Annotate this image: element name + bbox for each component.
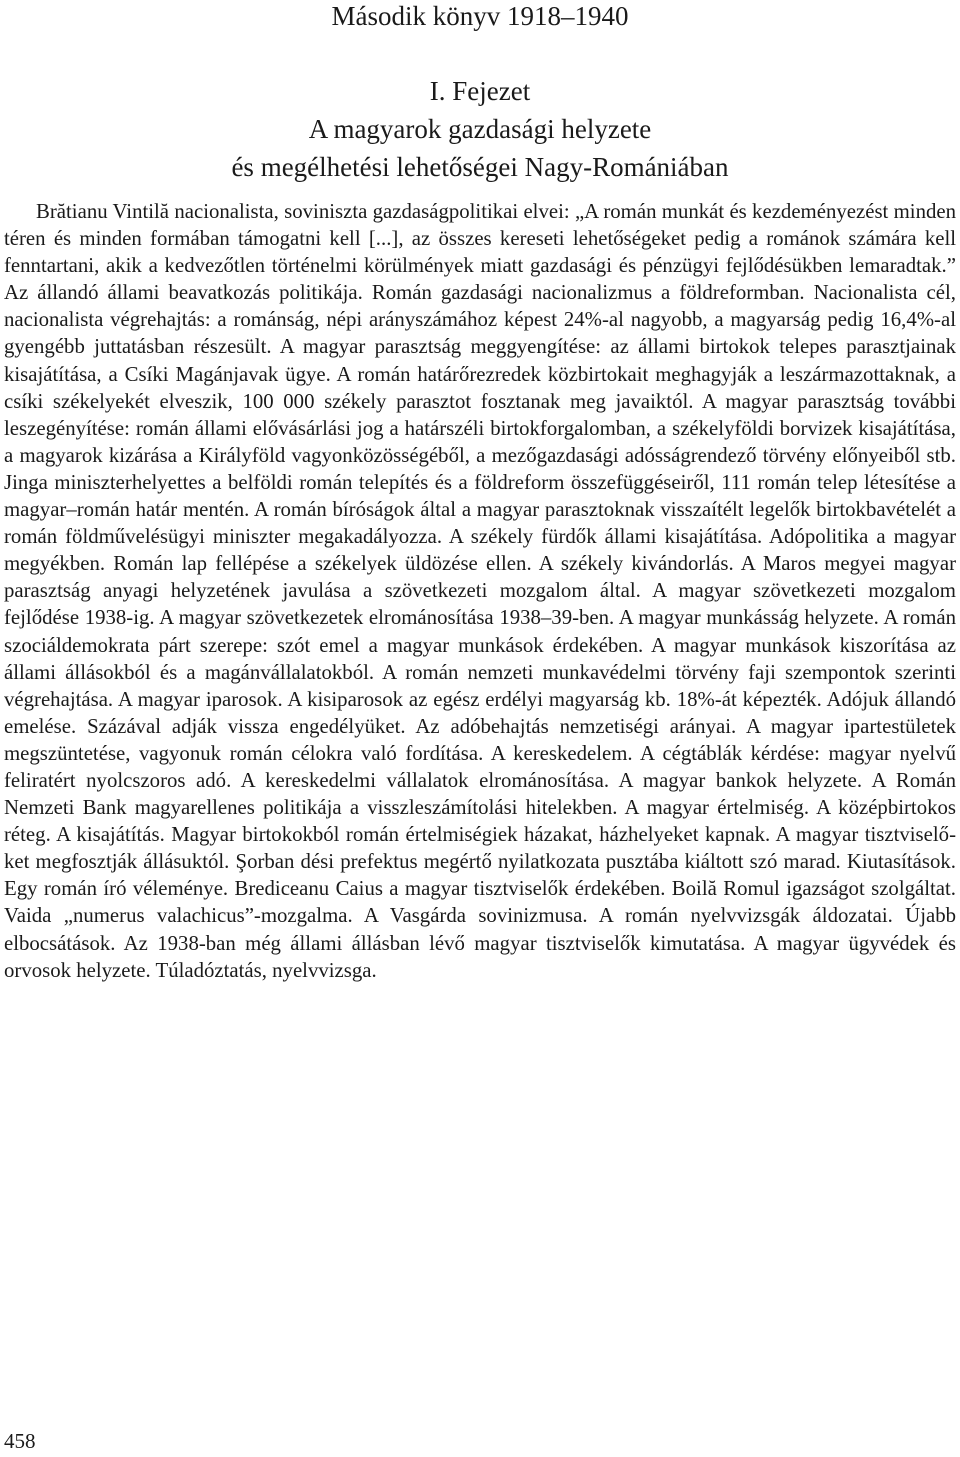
chapter-number: I. Fejezet xyxy=(429,76,531,106)
book-title: Második könyv 1918–1940 xyxy=(331,1,629,31)
chapter-heading xyxy=(0,72,960,186)
chapter-summary-paragraph: Brătianu Vintilă nacionalista, soviniszta gazdaságpolitikai elvei: „A román munkát és kezdeményezést minden téren és minden formában támogatni kell [...], az összes kereseti lehetőségeket pedig a románok számára kell fenntartani, akik a kedvezőtlen történelmi körülmények miatt gazdasági és pénzügyi fejlődésükben lemaradtak.” Az állandó állami beavatkozás politikája. Román gazdasági nacionalizmus a földreformban. Nacionalista cél, nacionalista végrehajtás: a románság, népi arányszámához képest 24%-al nagyobb, a magyarság pedig 16,4%-al gyengébb juttatásban részesült. A magyar parasztság meggyengítése: az állami birtokok telepes parasztjainak kisajátítása, a Csíki Magánjavak ügye. A román határőrezredek közbirtokait meghagyják a leszármazottaknak, a csíki székelyekét elveszik, 100 000 székely parasztot fosztanak meg javaiktól. A magyar parasztság további leszegényítése: román állami elővásárlási jog a határszéli birtokforgalomban, a székelyföldi borvizek kisajátítása, a magyarok kizárása a Királyföld vagyonközösségéből, a mezőgazdasági adósságrendező törvény előnyeiből stb. Jinga miniszterhelyettes a belföldi román telepítés és a földreform összefüggéseiről, 111 román telep létesítése a magyar–román határ mentén. A román bíróságok által a magyar parasztoknak visszaítélt legelők birtokbavételét a román földművelésügyi miniszter megakadályozza. A székely fürdők állami kisajátítása. Adópolitika a magyar megyékben. Román lap fellépése a székelyek üldözése ellen. A székely kivándorlás. A Maros megyei magyar parasztság anyagi helyzetének javulása a szövetkezeti mozgalom által. A magyar szövetkezeti mozgalom fejlődése 1938-ig. A magyar szövetkezetek elrománosítása 1938–39-ben. A magyar munkásság helyzete. A román szociáldemokrata párt szerepe: szót emel a magyar munkások érdekében. A magyar munkások kiszorítása az állami állásokból és a magánvállalatokból. A román nemzeti munkavédelmi törvény faji szempontok szerinti végrehajtása. A magyar iparosok. A kisiparosok az egész erdélyi magyarság kb. 18%-át képezték. Adójuk állandó emelése. Százával adják vissza engedélyüket. Az adóbehajtás nemzetiségi arányai. A magyar ipartestületek megszüntetése, vagyonuk román célokra való fordítása. A kereskedelem. A cégtáblák kérdése: magyar nyelvű feliratért nyolcszoros adó. A kereskedelmi vállalatok elrománosítása. A magyar bankok helyzete. A Román Nemzeti Bank magyarellenes politikája a visszleszámítolási hitelekben. A magyar értelmiség. A középbirtokos réteg. A kisajátítás. Magyar birtokokból román értelmiségiek házakat, házhelyeket kapnak. A magyar tisztviselőket megfosztják állásuktól. Şorban dési prefektus megértő nyilatkozata pusztába kiáltott szó marad. Kiutasítások. Egy román író véleménye. Brediceanu Caius a magyar tisztviselők érdekében. Boilă Romul igazságot szolgáltat. Vaida „numerus valachicus”-mozgalma. A Vasgárda sovinizmusa. A román nyelvvizsgák áldozatai. Újabb elbocsátások. Az 1938-ban még állami állásban lévő magyar tisztviselők kimutatása. A magyar ügyvédek és orvosok helyzete. Túladóztatás, nyelvvizsga. xyxy=(4,200,956,982)
page-number: 458 xyxy=(4,1429,36,1453)
chapter-title-line-1: A magyarok gazdasági helyzete xyxy=(308,114,652,144)
chapter-title-line-2: és megélhetési lehetőségei Nagy-Romániában xyxy=(231,152,729,182)
